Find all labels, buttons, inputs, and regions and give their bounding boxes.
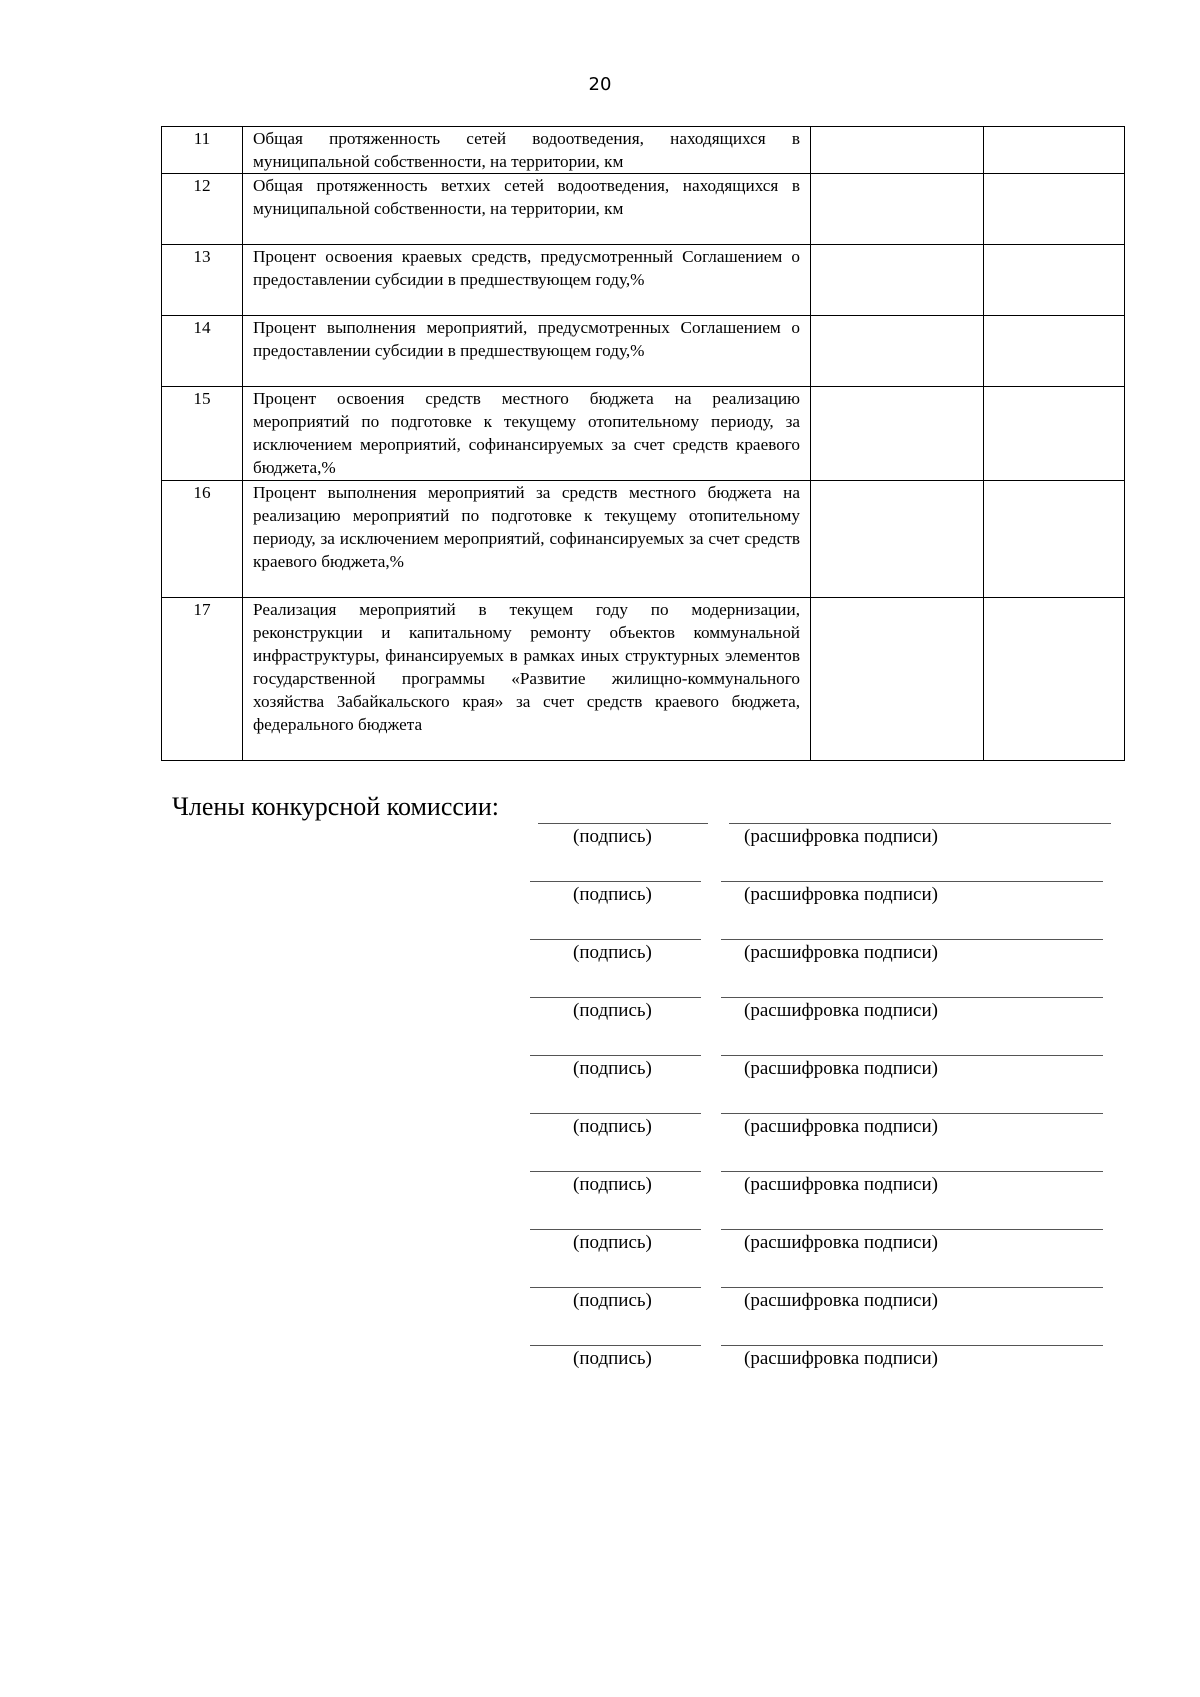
name-decoding-line [721, 1171, 1103, 1172]
name-decoding-caption: (расшифровка подписи) [744, 1348, 938, 1369]
row-number: 12 [162, 174, 243, 245]
table-row [162, 174, 1125, 245]
name-decoding-caption: (расшифровка подписи) [744, 1174, 938, 1195]
name-decoding-line [729, 823, 1111, 824]
row-description: Реализация мероприятий в текущем году по модернизации, реконструкции и капитальному ремонту объектов коммунальной инфраструктуры, финансируемых в рамках иных структурных элементов государственной программы «Развитие жилищно-коммунального хозяйства Забайкальского края» за счет средств краевого бюджета, федерального бюджета [243, 598, 811, 761]
signature-caption: (подпись) [573, 826, 652, 847]
row-description: Процент выполнения мероприятий, предусмотренных Соглашением о предоставлении субсидии в предшествующем году,% [243, 316, 811, 387]
value-cell [811, 174, 984, 245]
signature-caption: (подпись) [573, 1348, 652, 1369]
signature-caption: (подпись) [573, 1174, 652, 1195]
score-cell [984, 127, 1125, 174]
name-decoding-line [721, 1345, 1103, 1346]
signature-line [530, 1055, 701, 1056]
signature-caption: (подпись) [573, 1000, 652, 1021]
value-cell [811, 481, 984, 598]
table-row [162, 316, 1125, 387]
name-decoding-line [721, 881, 1103, 882]
table-row [162, 598, 1125, 761]
signature-caption: (подпись) [573, 1290, 652, 1311]
score-cell [984, 245, 1125, 316]
row-number: 14 [162, 316, 243, 387]
signature-caption: (подпись) [573, 1116, 652, 1137]
score-cell [984, 598, 1125, 761]
signature-line [530, 997, 701, 998]
signature-line [538, 823, 708, 824]
signature-caption: (подпись) [573, 1232, 652, 1253]
signature-line [530, 1345, 701, 1346]
name-decoding-line [721, 939, 1103, 940]
row-number: 15 [162, 387, 243, 481]
row-description: Общая протяженность ветхих сетей водоотведения, находящихся в муниципальной собственности, на территории, км [243, 174, 811, 245]
row-number: 16 [162, 481, 243, 598]
name-decoding-caption: (расшифровка подписи) [744, 1116, 938, 1137]
name-decoding-caption: (расшифровка подписи) [744, 1000, 938, 1021]
name-decoding-line [721, 1055, 1103, 1056]
name-decoding-line [721, 1113, 1103, 1114]
value-cell [811, 127, 984, 174]
value-cell [811, 387, 984, 481]
signature-line [530, 1171, 701, 1172]
row-number: 11 [162, 127, 243, 174]
name-decoding-caption: (расшифровка подписи) [744, 884, 938, 905]
name-decoding-caption: (расшифровка подписи) [744, 1290, 938, 1311]
value-cell [811, 598, 984, 761]
signature-caption: (подпись) [573, 1058, 652, 1079]
row-number: 13 [162, 245, 243, 316]
row-description: Общая протяженность сетей водоотведения, находящихся в муниципальной собственности, на территории, км [243, 127, 811, 174]
criteria-table [161, 126, 1125, 761]
value-cell [811, 245, 984, 316]
score-cell [984, 316, 1125, 387]
signature-caption: (подпись) [573, 942, 652, 963]
table-row [162, 481, 1125, 598]
name-decoding-line [721, 997, 1103, 998]
value-cell [811, 316, 984, 387]
signature-line [530, 1229, 701, 1230]
signature-line [530, 881, 701, 882]
row-description: Процент выполнения мероприятий за средств местного бюджета на реализацию мероприятий по подготовке к текущему отопительному периоду, за исключением мероприятий, софинансируемых за счет средств краевого бюджета,% [243, 481, 811, 598]
signature-caption: (подпись) [573, 884, 652, 905]
signature-line [530, 1287, 701, 1288]
name-decoding-line [721, 1229, 1103, 1230]
name-decoding-caption: (расшифровка подписи) [744, 1232, 938, 1253]
table-row [162, 387, 1125, 481]
name-decoding-caption: (расшифровка подписи) [744, 942, 938, 963]
score-cell [984, 387, 1125, 481]
row-number: 17 [162, 598, 243, 761]
score-cell [984, 174, 1125, 245]
signature-line [530, 1113, 701, 1114]
name-decoding-caption: (расшифровка подписи) [744, 826, 938, 847]
page-number: 20 [588, 74, 612, 95]
row-description: Процент освоения краевых средств, предусмотренный Соглашением о предоставлении субсидии в предшествующем году,% [243, 245, 811, 316]
name-decoding-line [721, 1287, 1103, 1288]
table-row [162, 245, 1125, 316]
commission-members-label: Члены конкурсной комиссии: [172, 792, 499, 821]
name-decoding-caption: (расшифровка подписи) [744, 1058, 938, 1079]
score-cell [984, 481, 1125, 598]
signature-line [530, 939, 701, 940]
row-description: Процент освоения средств местного бюджета на реализацию мероприятий по подготовке к текущему отопительному периоду, за исключением мероприятий, софинансируемых за счет средств краевого бюджета,% [243, 387, 811, 481]
table-row [162, 127, 1125, 174]
